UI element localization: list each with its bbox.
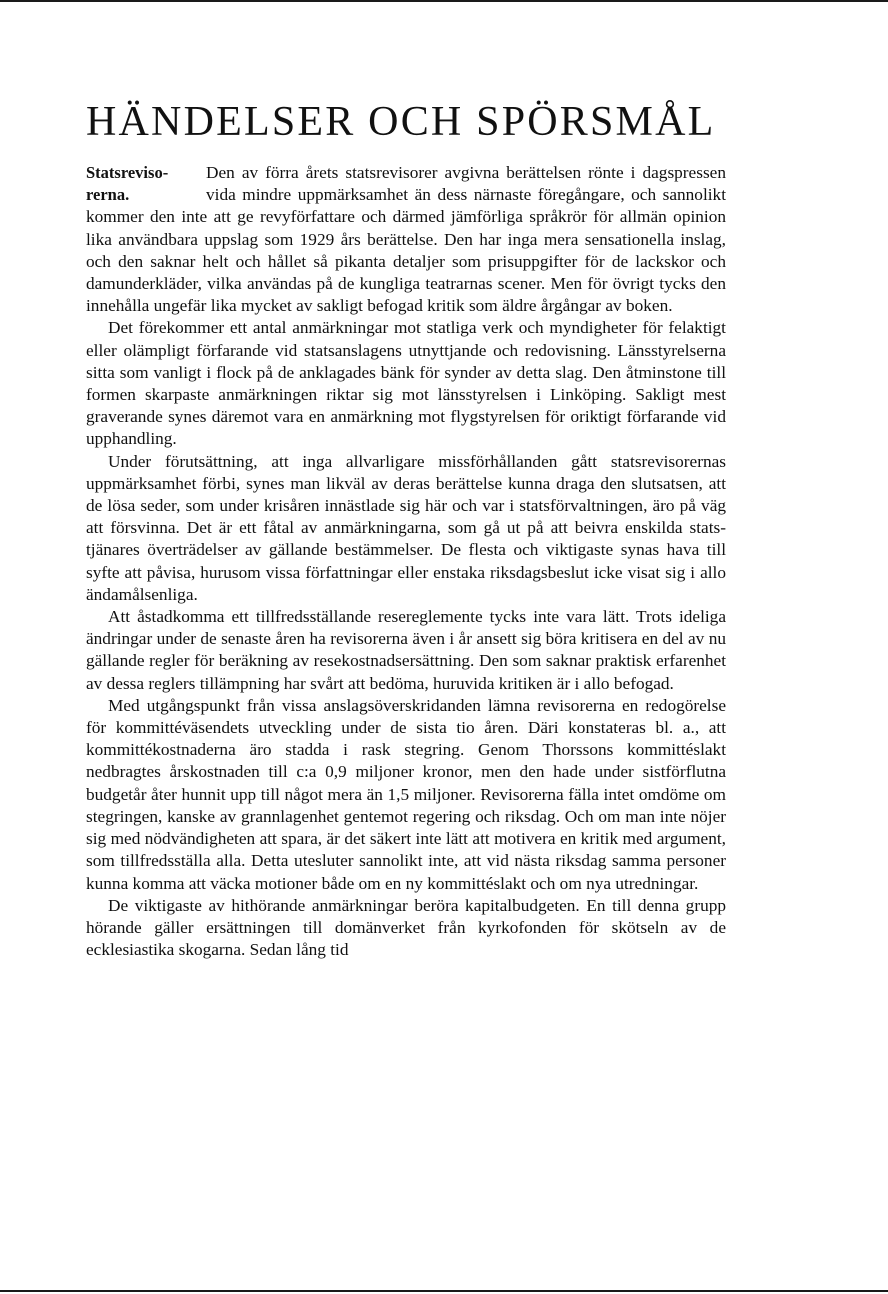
margin-heading [86,162,206,206]
paragraph-3: Under förutsättning, att inga allvarligare missförhållanden gått statsrevisorernas uppmärksamhet förbi, synes man likväl av deras berättelse kunna draga den slutsatsen, att de lösa seder, som under krisåren innästlade sig här och var i statsförvaltningen, äro på väg att försvinna. Det är ett fåtal av anmärkningarna, som gå ut på att beivra enskilda statstjänares överträdelser av gällande bestämmelser. De flesta och viktigaste synas hava till syfte att påvisa, hurusom vissa författningar eller enstaka riksdagsbeslut icke visat sig i allo ändamålsenliga. [86,451,726,604]
article-body [86,162,726,961]
paragraph-1-text: Den av förra årets statsrevisorer avgivna berättelsen rönte i dagspressen vida mindre uppmärksamhet än dess närnaste föregångare, och sannolikt kommer den inte att ge revyförfattare och därmed jämförliga språkrör för allmän opinion lika användbara uppslag som 1929 års berättelse. Den har inga mera sensationella inslag, och den saknar helt och hållet så pikanta detaljer som prisuppgifter för de lackskor och damunderkläder, vilka användas på de kungliga teatrarnas scener. Men för övrigt tycks den innehålla ungefär lika mycket av sakligt befogad kritik som äldre årgångar av boken. [86,163,726,316]
paragraph-2: Det förekommer ett antal anmärkningar mot statliga verk och myndigheter för felaktigt eller olämpligt förfarande vid statsanslagens utnyttjande och redovisning. Länsstyrelserna sitta som vanligt i flock på de anklagades bänk för synder av detta slag. Den åtminstone till formen skarpaste anmärkningen riktar sig mot länsstyrelsen i Linköping. Sakligt mest graverande synes däremot vara en anmärkning mot flygstyrelsen för oriktigt förfarande vid upphandling. [86,318,726,449]
paragraph-5: Med utgångspunkt från vissa anslagsöverskridanden lämna revisorerna en redogörelse för kommittéväsendets utveckling under de sista tio åren. Däri konstateras bl. a., att kommittékostnaderna äro stadda i rask stegring. Genom Thorssons kommittéslakt nedbragtes årskostnaden till c:a 0,9 miljoner kronor, men den hade under sistförflutna budgetår åter hunnit upp till något mera än 1,5 miljoner. Revisorerna fälla intet omdöme om stegringen, kanske av grannlagenhet gentemot regering och riksdag. Och om man inte nöjer sig med nödvändigheten att spara, är det säkert inte lätt att motivera en kritik med argument, som tillfredsställa alla. Detta utesluter sannolikt inte, att vid nästa riksdag samma personer kunna komma att väcka motioner både om en ny kommittéslakt och om nya utredningar. [86,695,726,893]
bottom-rule [0,1290,888,1292]
top-rule [0,0,888,2]
page-title: HÄNDELSER OCH SPÖRSMÅL [86,99,716,145]
margin-heading-line-2: rerna. [86,185,130,205]
paragraph-1 [86,162,726,317]
paragraph-6: De viktigaste av hithörande anmärkningar beröra kapitalbudgeten. En till denna grupp hörande gäller ersättningen till domänverket från kyrkofonden för skötseln av de ecklesiastika skogarna. Sedan lång tid [86,895,726,960]
paragraph-4: Att åstadkomma ett tillfredsställande resereglemente tycks inte vara lätt. Trots ideliga ändringar under de senaste åren ha revisorerna även i år ansett sig böra kritisera en del av nu gällande regler för beräkning av resekostnadsersättning. Den som saknar praktisk erfarenhet av dessa reglers tillämpning har svårt att bedöma, huruvida kritiken är i allo befogad. [86,607,726,693]
margin-heading-line-1: Statsreviso- [86,163,169,182]
